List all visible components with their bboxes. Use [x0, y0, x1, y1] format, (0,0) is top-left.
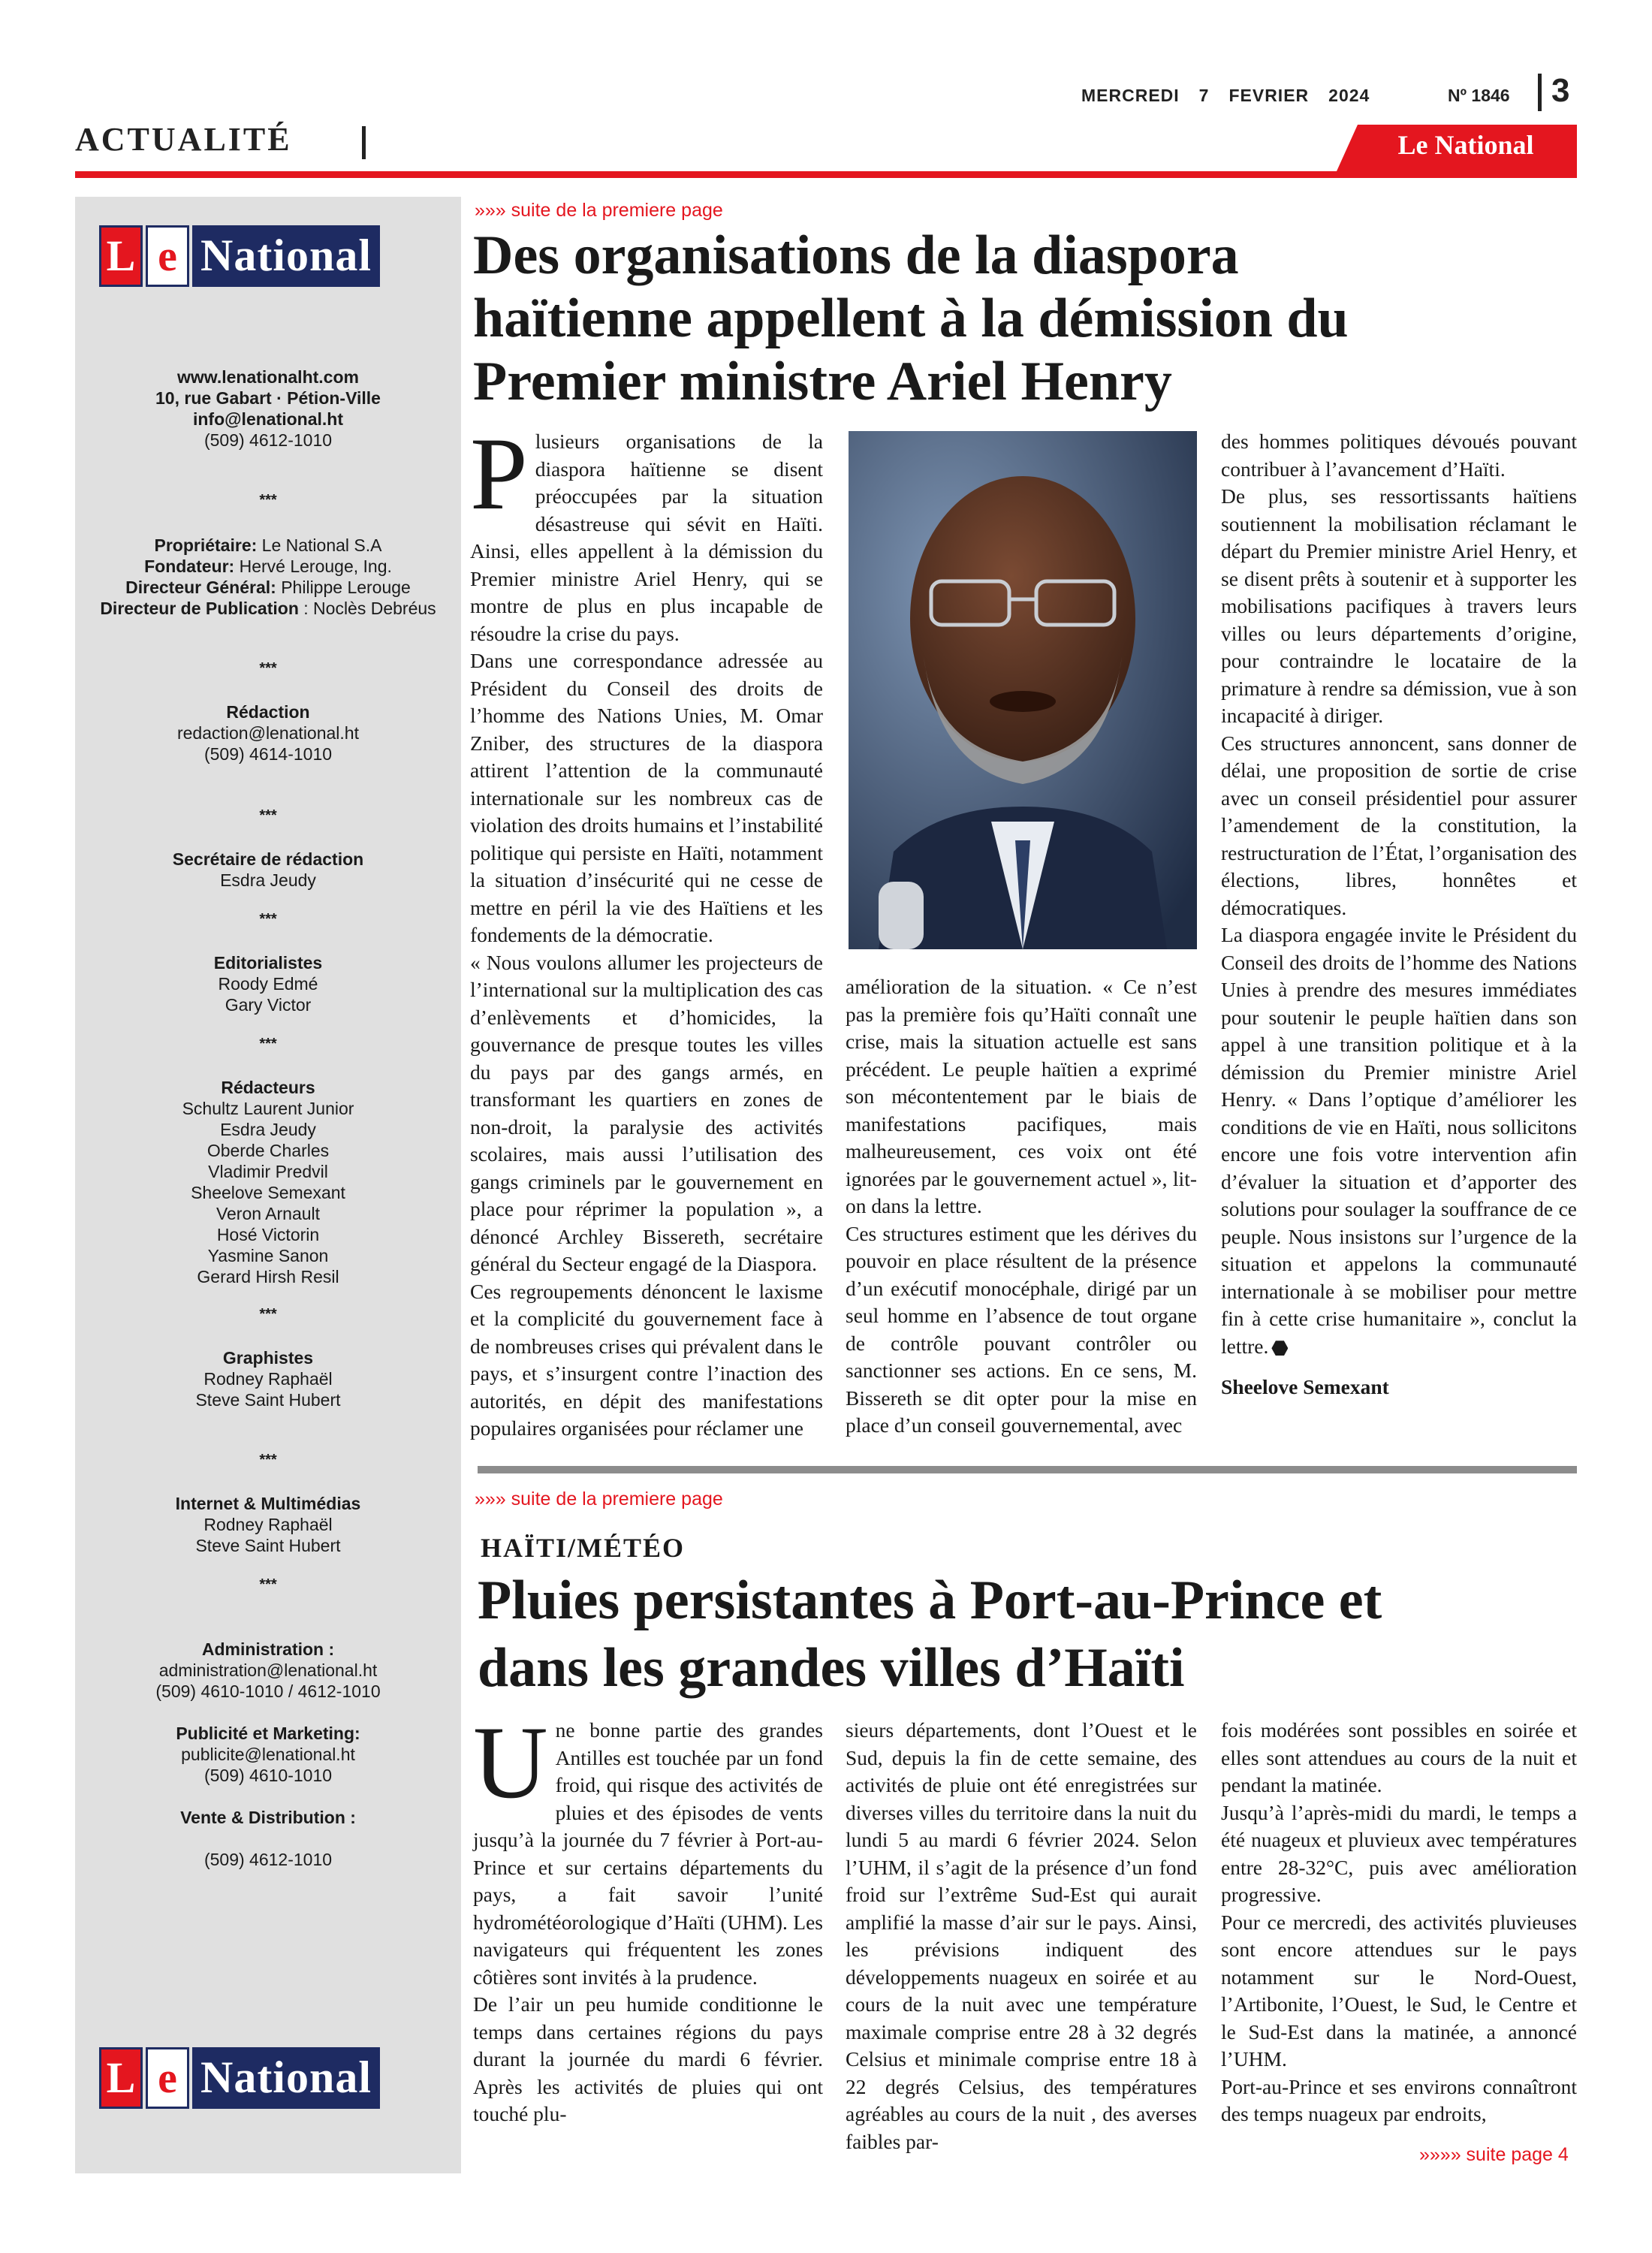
article2-column-3: fois modérées sont possibles en soirée et elles sont attendues au cours de la nuit et pendant la matinée. Jusqu’à l’après-midi du mardi, le temps a été nuageux et pluvieux avec températures entre 28-32°C, puis avec amélioration progressive. Pour ce mercredi, des activités pluvieuses sont encore attendues sur le pays notamment sur le Nord-Ouest, l’Artibonite, l’Ouest, le Sud, le Centre et le Sud-Est dans la matinée, a annoncé l’UHM. Port-au-Prince et ses environs connaîtront des temps nuageux par endroits, [1221, 1718, 1577, 2125]
issue-number: Nº 1846 [1448, 86, 1510, 105]
logo-top [99, 225, 380, 287]
dropcap: P [470, 416, 528, 531]
editorialistes-block: Editorialistes Roody Edmé Gary Victor [213, 953, 323, 1015]
article2-column-1: Une bonne partie des grandes Antilles est touchée par un fond froid, qui risque des activités de pluies et des épisodes de vents jusqu’à la journée du 7 février à Port-au-Prince et sur certains départements du pays, a fait savoir l’unité hydrométéorologique d’Haïti (UHM). Les navigateurs qui fréquentent les zones côtières sont invités à la prudence. De l’air un peu humide conditionne le temps dans certaines régions du pays durant la journée du mardi 6 février. Après les activités de pluies qui ont touché plu- [473, 1705, 823, 2125]
logo-wordmark: National [192, 225, 380, 287]
header-rule [75, 171, 1577, 178]
separator-stars: *** [259, 660, 277, 677]
email-link[interactable]: info@lenational.ht [192, 409, 344, 429]
separator-stars: *** [259, 492, 277, 508]
logo-wordmark: National [192, 2047, 380, 2109]
dropcap: U [473, 1705, 548, 1820]
article2-kicker[interactable]: »»» suite de la premiere page [475, 1488, 723, 1510]
header-divider [1538, 74, 1542, 111]
graphistes-block: Graphistes Rodney Raphaël Steve Saint Hubert [195, 1348, 341, 1410]
issue-date: MERCREDI 7 FEVRIER 2024 [1081, 86, 1370, 105]
article1-headline: Des organisations de la diaspora haïtienne appellent à la démission du Premier ministre Ariel Henry [473, 225, 1349, 412]
phone: (509) 4612-1010 [203, 430, 333, 450]
article1-column-3: des hommes politiques dévoués pouvant contribuer à l’avancement d’Haïti. De plus, ses ressortissants haïtiens soutiennent la mobilisation réclamant le départ du Premier ministre Ariel Henry, et se disent prêts à soutenir et à supporter les mobilisations pacifiques à travers leurs villes ou leurs départements d’origine, pour contraindre le locataire de la primature à rendre sa démission, vue à son incapacité à diriger. Ces structures annoncent, sans donner de délai, une proposition de sortie de crise avec un conseil présidentiel pour assurer l’amendement de la constitution, la restructuration de l’État, l’organisation des élections, libres, honnêtes et démocratiques. La diaspora engagée invite le Président du Conseil des droits de l’homme des Nations Unies à prendre des mesures immédiates pour soutenir le peuple haïtien dans son appel à une transition politique et à la démission du Premier ministre Ariel Henry. « Dans l’optique d’améliorer les conditions de vie en Haïti, nous sollicitons encore une fois votre intervention afin d’évaluer la situation et d’apporter des solutions pour soulager la souffrance de ce peuple. Nous insistons sur l’urgence de la situation et appelons la communauté internationale à se mobiliser pour mettre fin à cette crise humanitaire », conclut la lettre. Sheelove Semexant [1221, 428, 1577, 1401]
article-divider [478, 1466, 1577, 1473]
logo-letter-e: e [146, 2047, 189, 2109]
masthead-tab-label: Le National [1397, 130, 1534, 160]
ariel-henry-photo [849, 431, 1197, 949]
page-number: 3 [1551, 72, 1570, 109]
logo-letter-l: L [99, 225, 143, 287]
secretaire-block: Secrétaire de rédaction Esdra Jeudy [172, 849, 364, 890]
logo-letter-l: L [99, 2047, 143, 2109]
address: 10, rue Gabart · Pétion-Ville [155, 388, 381, 408]
section-divider [362, 126, 366, 159]
separator-stars: *** [259, 911, 277, 927]
article1-author: Sheelove Semexant [1221, 1375, 1389, 1398]
website-link[interactable]: www.lenationalht.com [177, 367, 359, 387]
end-mark-icon [1271, 1341, 1288, 1356]
admin-block: Administration : administration@lenational.ht (509) 4610-1010 / 4612-1010 [155, 1639, 381, 1701]
separator-stars: *** [259, 1576, 277, 1593]
separator-stars: *** [259, 1452, 277, 1468]
staff-block: Propriétaire: Le National S.A Fondateur: Hervé Lerouge, Ing. Directeur Général: Philippe Lerouge Directeur de Publication : Noclès Debréus [100, 535, 436, 618]
internet-block: Internet & Multimédias Rodney Raphaël Steve Saint Hubert [175, 1494, 361, 1555]
logo-bottom [99, 2047, 380, 2109]
article1-kicker[interactable]: »»» suite de la premiere page [475, 200, 723, 221]
vente-phone: (509) 4612-1010 [203, 1850, 333, 1869]
separator-stars: *** [259, 1036, 277, 1052]
pub-block: Publicité et Marketing: publicite@lenational.ht (509) 4610-1010 [176, 1724, 360, 1785]
redaction-block: Rédaction redaction@lenational.ht (509) 4614-1010 [176, 702, 359, 764]
vente-block: Vente & Distribution : [180, 1808, 356, 1827]
contact-block [75, 366, 461, 451]
article2-column-2: sieurs départements, dont l’Ouest et le Sud, depuis la fin de cette semaine, des activités de pluie ont été enregistrées sur diverses villes du territoire dans la nuit du lundi 5 au mardi 6 février 2024. Selon l’UHM, il s’agit de la présence d’un fond froid sur l’extrême Sud-Est qui aurait amplifié la masse d’air sur le pays. Ainsi, les prévisions indiquent des développements nuageux en soirée et au cours de la nuit avec une température maximale comprise entre 28 à 32 degrés Celsius et minimale comprise entre 18 à 22 degrés Celsius, des températures agréables au cours de la nuit , des averses faibles par- [846, 1718, 1197, 2153]
section-title: ACTUALITÉ [75, 121, 292, 158]
continued-link[interactable]: »»»» suite page 4 [1419, 2144, 1569, 2165]
article2-headline: Pluies persistantes à Port-au-Prince et dans les grandes villes d’Haïti [478, 1570, 1382, 1699]
article1-column-2: amélioration de la situation. « Ce n’est pas la première fois qu’Haïti connaît une crise, mais la situation actuelle est sans précédent. Le peuple haïtien a exprimé son mécontentement par le biais de manifestations pacifiques, mais malheureusement, ces voix ont été ignorées par le gouvernement actuel », lit-on dans la lettre. Ces structures estiment que les dérives du pouvoir en place résultent de la présence d’un exécutif monocéphale, dirigé par un seul homme en l’absence de tout organe de contrôle pouvant contrôler ou sanctionner ses actions. En ce sens, M. Bissereth se dit opter pour la mise en place d’un conseil gouvernemental, avec [846, 975, 1197, 1437]
separator-stars: *** [259, 1306, 277, 1323]
article1-column-1: Plusieurs organisations de la diaspora haïtienne se disent préoccupées par la situation désastreuse qui sévit en Haïti. Ainsi, elles appellent à la démission du Premier ministre Ariel Henry, qui se montre de plus en plus incapable de résoudre la crise du pays. Dans une correspondance adressée au Président du Conseil des droits de l’homme des Nations Unies, M. Omar Zniber, des structures de la diaspora attirent l’attention de la communauté internationale sur les nombreux cas de violation des droits humains et l’instabilité politique qui persiste en Haïti, notamment la situation d’insécurité qui ne cesse de mettre en péril la vie des Haïtiens et les fondements de la démocratie. « Nous voulons allumer les projecteurs de l’international sur la multiplication des cas d’enlèvements et d’homicides, la gouvernance de presque toutes les villes du pays par des gangs armés, en transformant les quartiers en zones de non-droit, la paralysie des activités scolaires, mais aussi l’utilisation des gangs criminels par le gouvernement en place pour réprimer la population », a dénoncé Archley Bissereth, secrétaire général du Secteur engagé de la Diaspora. Ces regroupements dénoncent le laxisme et la complicité du gouvernement face à de nombreuses crises qui prévalent dans le pays, et s’insurgent contre l’inaction des autorités, en dépit des manifestations populaires organisées pour réclamer une [470, 416, 823, 1440]
separator-stars: *** [259, 807, 277, 824]
logo-letter-e: e [146, 225, 189, 287]
article2-rubric: HAÏTI/MÉTÉO [481, 1533, 686, 1563]
redacteurs-block: Rédacteurs Schultz Laurent Junior Esdra Jeudy Oberde Charles Vladimir Predvil Sheelove Semexant Veron Arnault Hosé Victorin Yasmine Sanon Gerard Hirsh Resil [182, 1078, 354, 1286]
